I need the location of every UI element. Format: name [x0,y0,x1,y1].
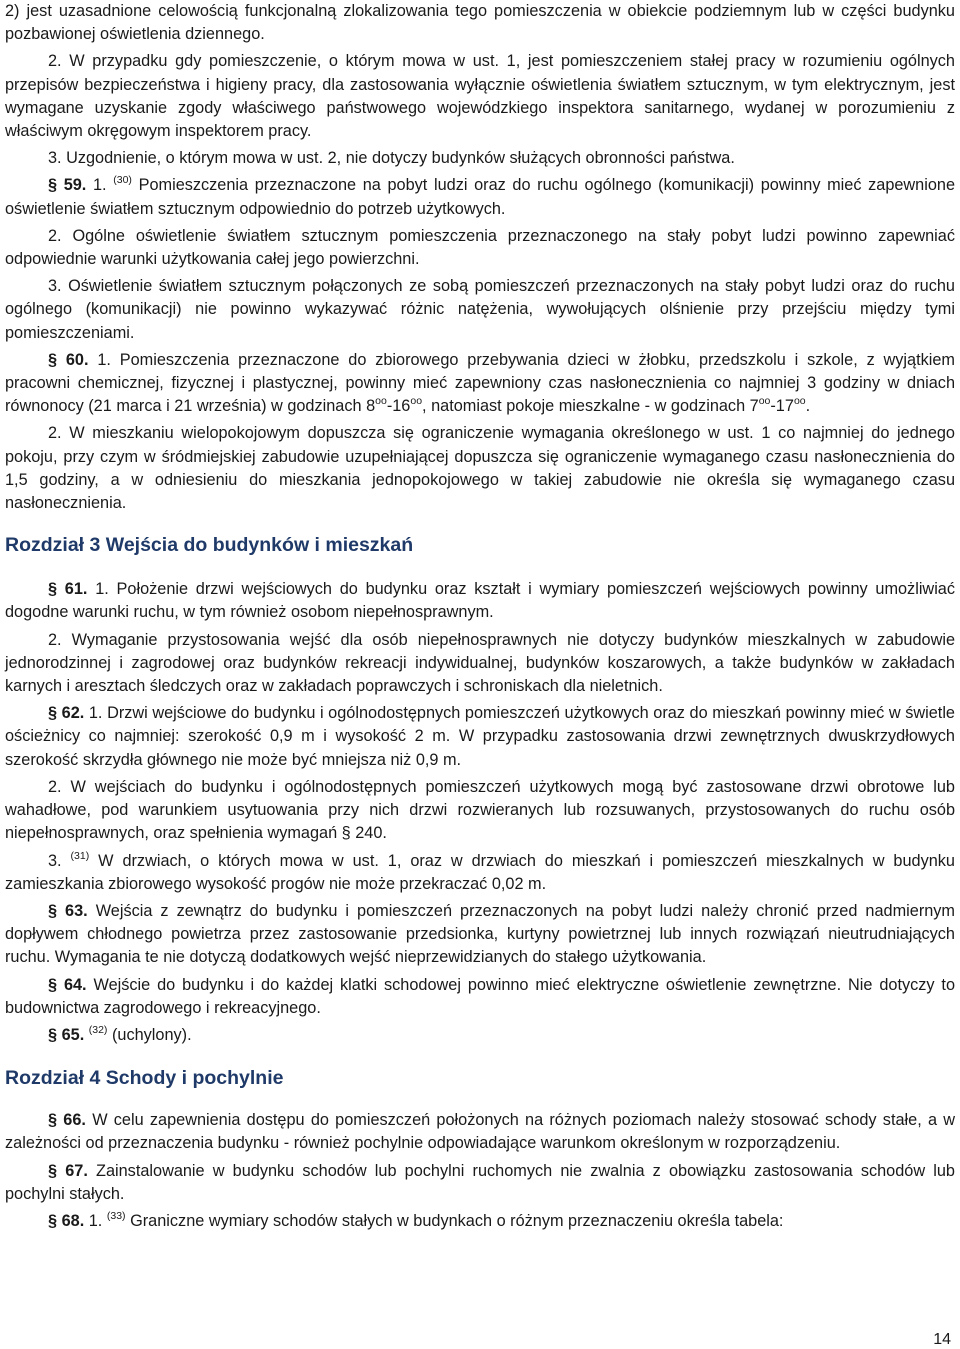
superscript: oo [375,395,387,408]
section-number: § 67. [48,1161,88,1180]
section-number: § 62. [48,704,85,723]
section-text: (uchylony). [111,1025,192,1044]
section-66 [5,1109,955,1155]
section-64 [5,974,955,1020]
section-text: -16 [386,397,411,416]
item-number: 1. [97,350,111,369]
section-text: Pomieszczenia przeznaczone do zbiorowego przebywania dzieci w żłobku, przedszkolu i szkole, z wyjątkiem pracowni chemicznej, fizycznej i plastycznej, powinny mieć zapewniony czas nasłonecznienia co najmniej 3 godziny w dniach równonocy (21 marca i 21 września) w godzinach 8 [5,350,955,416]
footnote-marker: (33) [106,1209,126,1222]
footnote-marker: (30) [113,174,132,187]
chapter-3-heading: Rozdział 3 Wejścia do budynków i mieszkań [5,534,414,557]
item-number: 3. [48,851,62,870]
section-63 [5,900,955,970]
section-62-2: 2. W wejściach do budynku i ogólnodostępnych pomieszczeń użytkowych mogą być zastosowane drzwi obrotowe lub wahadłowe, pod warunkiem usytuowania przy nich drzwi rozwieranych lub rozsuwanych, przystosowanych do ruchu osób niepełnosprawnych, oraz spełnienia wymagań § 240. [5,777,955,843]
section-text: Wejście do budynku i do każdej klatki schodowej powinno mieć elektryczne oświetlenie zewnętrzne. Nie dotyczy to budownictwa zagrodowego i rekreacyjnego. [5,975,956,1017]
section-text: Położenie drzwi wejściowych do budynku oraz kształt i wymiary pomieszczeń wejściowych powinny umożliwiać dogodne warunki ruchu, w tym również osobom niepełnosprawnym. [5,580,956,622]
item-number: 1. [88,704,103,723]
paragraph-58-2: 2. W przypadku gdy pomieszczenie, o którym mowa w ust. 1, jest pomieszczeniem stałej pracy w rozumieniu ogólnych przepisów bezpieczeństwa i higieny pracy, dla zastosowania wyłącznie oświetlenia światłem sztucznym, w tym elektrycznym, jest wymagane uzyskanie zgody właściwego państwowego wojewódzkiego inspektora sanitarnego, wydanej w porozumieniu z właściwym okręgowym inspektorem pracy. [5,52,955,141]
paragraph-58-3: 3. Uzgodnienie, o którym mowa w ust. 2, nie dotyczy budynków służących obronności państwa. [48,149,735,168]
section-text: W celu zapewnienia dostępu do pomieszczeń położonych na różnych poziomach należy stosować schody stałe, a w zależności od przeznaczenia budynku - również pochylnie odpowiadające warunkom określonym w rozporządzeniu. [5,1111,956,1153]
section-number: § 68. [48,1211,85,1230]
section-62-3 [5,850,955,896]
document-page [5,0,955,1349]
section-number: § 61. [48,580,88,599]
superscript: oo [793,395,806,408]
page-number: 14 [933,1331,951,1348]
section-60-2: 2. W mieszkaniu wielopokojowym dopuszcza się ograniczenie wymagania określonego w ust. 1 co najmniej do jednego pokoju, przy czym w śródmiejskiej zabudowie uzupełniającej dopuszcza się ograniczenie wymaganego czasu nasłonecznienia do 1,5 godziny, a w odniesieniu do mieszkania jednopokojowego w takiej zabudowie nie określa się wymaganego czasu nasłonecznienia. [5,424,955,513]
section-65 [5,1024,955,1047]
footnote-marker: (31) [70,849,90,862]
section-number: § 63. [48,901,88,920]
section-number: § 60. [48,350,89,369]
section-text: . [805,397,811,416]
section-text: Wejścia z zewnątrz do budynku i pomieszczeń przeznaczonych na pobyt ludzi należy chronić przed nadmiernym dopływem chłodnego powietrza przez zastosowanie przedsionka, kurtyny powietrznej lub innych rozwiązań nieutrudniających ruchu. Wymagania te nie dotyczą dodatkowych wejść nieprzewidzianych do stałego użytkowania. [5,901,955,967]
section-59-1 [5,174,955,220]
paragraph-cont: 2) jest uzasadnione celowością funkcjonalną zlokalizowania tego pomieszczenia w obiekcie podziemnym lub w części budynku pozbawionej oświetlenia dziennego. [5,2,955,44]
section-61-1 [5,578,955,624]
section-61-2: 2. Wymaganie przystosowania wejść dla osób niepełnosprawnych nie dotyczy budynków mieszkalnych w zabudowie jednorodzinnej i zagrodowej oraz budynków rekreacji indywidualnej, budynków koszarowych, a także budynków w zakładach karnych i aresztach śledczych oraz w zakładach poprawczych i schroniskach dla nieletnich. [5,630,955,696]
section-text: Zainstalowanie w budynku schodów lub pochylni ruchomych nie zwalnia z obowiązku zastosowania schodów lub pochylni stałych. [5,1161,955,1203]
section-text: -17 [770,397,794,416]
section-67 [5,1160,955,1206]
section-60-1 [5,349,955,419]
item-number: 1. [95,580,109,599]
section-text: W drzwiach, o których mowa w ust. 1, oraz w drzwiach do mieszkań i pomieszczeń mieszkalnych w budynku zamieszkania zbiorowego wysokość progów nie może przekraczać 0,02 m. [5,851,955,893]
section-text: Pomieszczenia przeznaczone na pobyt ludzi oraz do ruchu ogólnego (komunikacji) powinny mieć zapewnione oświetlenie światłem sztucznym odpowiednio do potrzeb użytkowych. [5,176,956,218]
section-number: § 59. [48,176,87,195]
item-number: 1. [88,1211,103,1230]
section-62-1 [5,702,955,772]
superscript: oo [410,395,423,408]
section-number: § 66. [48,1111,86,1130]
section-59-3: 3. Oświetlenie światłem sztucznym połączonych ze sobą pomieszczeń przeznaczonych na stały pobyt ludzi oraz do ruchu ogólnego (komunikacji) nie powinno wykazywać różnic natężenia, wywołujących olśnienie przy przejściu między tymi pomieszczeniami. [5,277,955,342]
section-68-1 [5,1210,955,1233]
section-text: Drzwi wejściowe do budynku i ogólnodostępnych pomieszczeń użytkowych oraz do mieszkań powinny mieć w świetle ościeżnicy co najmniej: szerokość 0,9 m i wysokość 2 m. W przypadku zastosowania drzwi zewnętrznych dwuskrzydłowych szerokość skrzydła głównego nie może być mniejsza niż 0,9 m. [5,704,955,769]
chapter-4-heading: Rozdział 4 Schody i pochylnie [5,1067,284,1090]
section-number: § 64. [48,975,87,994]
footnote-marker: (32) [88,1023,108,1036]
item-number: 1. [93,176,107,195]
superscript: oo [758,395,771,408]
section-text: , natomiast pokoje mieszkalne - w godzinach 7 [422,397,759,416]
section-59-2: 2. Ogólne oświetlenie światłem sztucznym pomieszczenia przeznaczonego na stały pobyt ludzi powinno zapewniać odpowiednie warunki użytkowania całej jego powierzchni. [5,226,955,269]
section-number: § 65. [48,1025,85,1044]
section-text: Graniczne wymiary schodów stałych w budynkach o różnym przeznaczeniu określa tabela: [130,1211,784,1230]
